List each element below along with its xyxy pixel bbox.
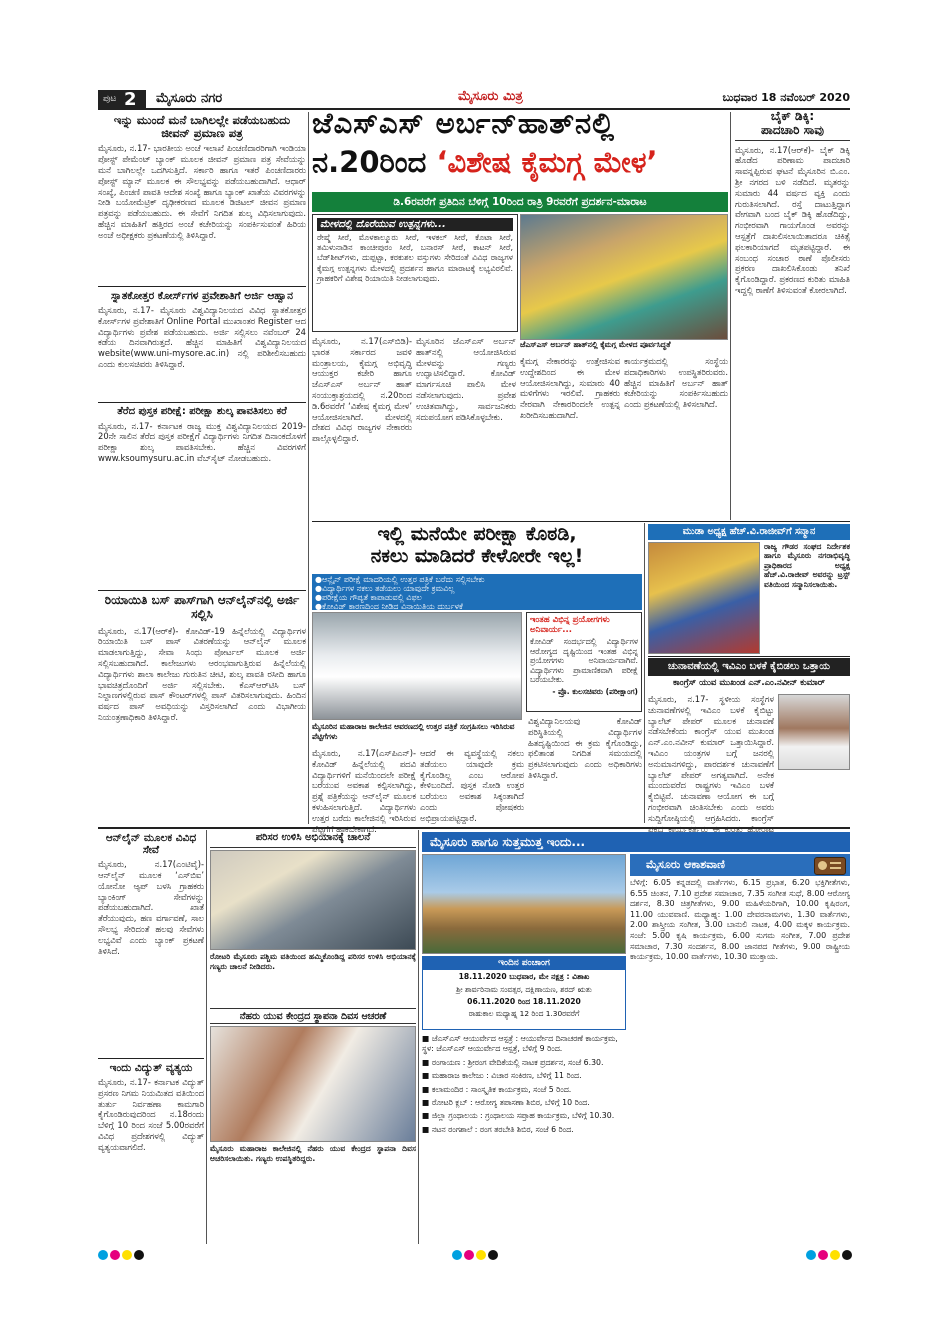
exam-photo (312, 612, 522, 720)
registration-mark (98, 1250, 108, 1260)
article-body: ಮೈಸೂರು, ನ.17- ಕರ್ನಾಟಕ ರಾಜ್ಯ ಮುಕ್ತ ವಿಶ್ವವಿದ್ಯಾನಿಲಯದ 2019-20ನೇ ಸಾಲಿನ ತೆರೆದ ಪುಸ್ತಕ ಪರೀಕ್ಷೆಗೆ ವಿದ್ಯಾರ್ಥಿಗಳು ನಿಗದಿತ ದಿನಾಂಕದೊಳಗೆ ಪರೀಕ್ಷಾ ಶುಲ್ಕ ಪಾವತಿಸಬೇಕು. ಹೆಚ್ಚಿನ ವಿವರಗಳಿಗೆ www.ksoumysuru.ac.in ವೆಬ್‌ಸೈಟ್ ನೋಡಬಹುದು. (98, 420, 306, 463)
masthead-logo: ಮೈಸೂರು ಮಿತ್ರ (458, 89, 523, 104)
lead-body-col4: ಕಾರ್ಯಕ್ರಮದಲ್ಲಿ ಸಂಸ್ಥೆಯ ಪದಾಧಿಕಾರಿಗಳು ಉಪಸ್ಥಿತರಿರುವರು. ಹೆಚ್ಚಿನ ಮಾಹಿತಿಗೆ ಅರ್ಬನ್ ಹಾತ್ ಕಚೇರಿಯನ್ನು ಸಂಪರ್ಕಿಸಬಹುದು ಎಂದು ಪ್ರಕಟಣೆಯಲ್ಲಿ ತಿಳಿಸಲಾಗಿದೆ. (624, 356, 728, 410)
headline-line1: ಬೈಕ್ ಡಿಕ್ಕಿ: (770, 109, 815, 123)
issue-date: ಬುಧವಾರ 18 ನವೆಂಬರ್ 2020 (722, 91, 850, 104)
page-badge (98, 90, 146, 108)
exam-quote-box (526, 612, 642, 712)
online-services-story (98, 832, 204, 1056)
lead-headline-quote: ‘ವಿಶೇಷ ಕೈಮಗ್ಗ ಮೇಳ’ (436, 145, 658, 179)
panchanga-line-2: ಶ್ರೀ ಶಾರ್ವರಿನಾಮ ಸಂವತ್ಸರ, ದಕ್ಷಿಣಾಯಣ, ಶರದ್ ಋತು (456, 985, 592, 994)
radio-schedule: ಬೆಳಿಗ್ಗೆ: 6.05 ಕನ್ನಡದಲ್ಲಿ ವಾರ್ತೆಗಳು, 6.15 ಪ್ರಭಾತ, 6.20 ಭಕ್ತಿಗೀತೆಗಳು, 6.55 ಚಿಂತನ, 7.10 ಪ್ರದೇಶ ಸಮಾಚಾರ, 7.35 ಸಂಗೀತ ಸುಧೆ, 8.00 ಆರೋಗ್ಯ ದರ್ಶನ, 8.30 ಚಿತ್ರಗೀತೆಗಳು, 9.00 ಮಹಿಳೆಯರಿಗಾಗಿ, 10.00 ಕೃಷಿರಂಗ, 11.00 ಯುವವಾಣಿ. ಮಧ್ಯಾಹ್ನ: 1.00 ದೇವರನಾಮಗಳು, 1.30 ವಾರ್ತೆಗಳು, 2.00 ಶಾಸ್ತ್ರೀಯ ಸಂಗೀತ, 3.00 ಬಾನುಲಿ ನಾಟಕ, 4.00 ಮಕ್ಕಳ ಕಾರ್ಯಕ್ರಮ. ಸಂಜೆ: 5.00 ಕೃಷಿ ಕಾರ್ಯಕ್ರಮ, 6.00 ಸುಗಮ ಸಂಗೀತ, 7.00 ಪ್ರದೇಶ ಸಮಾಚಾರ, 7.30 ಸಂದರ್ಶನ, 8.00 ಜಾನಪದ ಗೀತೆಗಳು, 9.00 ರಾಷ್ಟ್ರೀಯ ಕಾರ್ಯಕ್ರಮ, 10.00 ವಾರ್ತೆಗಳು, 10.30 ಮುಕ್ತಾಯ. (630, 878, 850, 962)
radio-icon (814, 857, 846, 875)
palace-photo (422, 854, 626, 954)
registration-mark (134, 1250, 144, 1260)
lead-banner-text: ಡಿ.6ರವರೆಗೆ ಪ್ರತಿದಿನ ಬೆಳಿಗ್ಗೆ 10ರಿಂದ ರಾತ್ರಿ 9ರವರೆಗೆ ಪ್ರದರ್ಶನ-ಮಾರಾಟ (393, 196, 647, 208)
article-body: ಮೈಸೂರು, ನ.17(ಎಂಟಿವೈ)- ಆನ್‌ಲೈನ್ ಮೂಲಕ ‘ಎಸ್‌ಬಿಐ’ ಯೋನೋ ಆ್ಯಪ್ ಬಳಸಿ ಗ್ರಾಹಕರು ಬ್ಯಾಂಕಿಂಗ್ ಸೇವೆಗಳನ್ನು ಪಡೆಯಬಹುದಾಗಿದೆ. ಖಾತೆ ತೆರೆಯುವುದು, ಹಣ ವರ್ಗಾವಣೆ, ಸಾಲ ಸೌಲಭ್ಯ ಸೇರಿದಂತೆ ಹಲವು ಸೇವೆಗಳು ಲಭ್ಯವಿವೆ ಎಂದು ಬ್ಯಾಂಕ್ ಪ್ರಕಟಣೆ ತಿಳಿಸಿದೆ. (98, 859, 204, 956)
event-item: ■ ಜೆಎಸ್‌ಎಸ್ ಆಯುರ್ವೇದ ಆಸ್ಪತ್ರೆ : ಆಯುರ್ವೇದ ದಿನಾಚರಣೆ ಕಾರ್ಯಕ್ರಮ, ಸ್ಥಳ: ಜೆಎಸ್‌ಎಸ್ ಆಯುರ್ವೇದ ಆಸ್ಪತ್ರೆ, ಬೆಳಿಗ್ಗೆ 9 ರಿಂದ. (422, 1034, 618, 1054)
event-item: ■ ಮಹಾರಾಜ ಕಾಲೇಜು : ವಿಚಾರ ಸಂಕಿರಣ, ಬೆಳಿಗ್ಗೆ 11 ರಿಂದ. (422, 1071, 582, 1081)
clean-drive-photo (210, 850, 416, 950)
quote-box-title: ಇಂತಹ ವಿಭಿನ್ನ ಪ್ರಯೋಗಗಳು ಅನಿವಾರ್ಯ... (530, 615, 610, 635)
article-body: ಮೈಸೂರು, ನ.17(ಆರ್‌ಕೆ)- ಬೈಕ್ ಡಿಕ್ಕಿ ಹೊಡೆದ ಪರಿಣಾಮ ಪಾದಚಾರಿ ಸಾವನ್ನಪ್ಪಿರುವ ಘಟನೆ ಮೈಸೂರಿನ ಬಿ.ಎಂ. ಶ್ರೀ ನಗರದ ಬಳಿ ನಡೆದಿದೆ. ಮೃತರನ್ನು ಸುಮಾರು 44 ವರ್ಷದ ವ್ಯಕ್ತಿ ಎಂದು ಗುರುತಿಸಲಾಗಿದೆ. ರಸ್ತೆ ದಾಟುತ್ತಿದ್ದಾಗ ವೇಗವಾಗಿ ಬಂದ ಬೈಕ್ ಡಿಕ್ಕಿ ಹೊಡೆದಿದ್ದು, ಗಂಭೀರವಾಗಿ ಗಾಯಗೊಂಡ ಅವರನ್ನು ಆಸ್ಪತ್ರೆಗೆ ದಾಖಲಿಸಲಾಯಿತಾದರೂ ಚಿಕಿತ್ಸೆ ಫಲಕಾರಿಯಾಗದೆ ಮೃತಪಟ್ಟಿದ್ದಾರೆ. ಈ ಸಂಬಂಧ ಸಂಚಾರ ಠಾಣೆ ಪೊಲೀಸರು ಪ್ರಕರಣ ದಾಖಲಿಸಿಕೊಂಡು ತನಿಖೆ ಕೈಗೊಂಡಿದ್ದಾರೆ. ಪ್ರಕರಣದ ಕುರಿತು ಮಾಹಿತಿ ಇದ್ದಲ್ಲಿ ಠಾಣೆಗೆ ತಿಳಿಸುವಂತೆ ಕೋರಲಾಗಿದೆ. (735, 144, 850, 295)
nehru-headline: ನೆಹರು ಯುವ ಕೇಂದ್ರದ ಸ್ಥಾಪನಾ ದಿವಸ ಆಚರಣೆ (210, 1008, 416, 1024)
lead-body-col2: ಮೈಸೂರಿನ ಜೆಎಸ್‌ಎಸ್ ಅರ್ಬನ್ ಹಾತ್‌ನಲ್ಲಿ ಆಯೋಜಿಸಿರುವ ಮೇಳವನ್ನು ಗಣ್ಯರು ಉದ್ಘಾಟಿಸಲಿದ್ದಾರೆ. ಕೋವಿಡ್ ಮಾರ್ಗಸೂಚಿ ಪಾಲಿಸಿ ಮೇಳ ನಡೆಸಲಾಗುವುದು. ಪ್ರವೇಶ ಉಚಿತವಾಗಿದ್ದು, ಸಾರ್ವಜನಿಕರು ಸದುಪಯೋಗ ಪಡಿಸಿಕೊಳ್ಳಬೇಕು. (416, 336, 516, 422)
exam-headline-line1: ಇಲ್ಲಿ ಮನೆಯೇ ಪರೀಕ್ಷಾ ಕೊಠಡಿ, (377, 523, 577, 545)
evm-body: ಮೈಸೂರು, ನ.17- ಸ್ಥಳೀಯ ಸಂಸ್ಥೆಗಳ ಚುನಾವಣೆಗಳಲ್ಲಿ ಇವಿಎಂ ಬಳಕೆ ಕೈಬಿಟ್ಟು ಬ್ಯಾಲೆಟ್ ಪೇಪರ್ ಮೂಲಕ ಚುನಾವಣೆ ನಡೆಸಬೇಕೆಂದು ಕಾಂಗ್ರೆಸ್ ಯುವ ಮುಖಂಡ ಎನ್.ಎಂ.ನವೀನ್ ಕುಮಾರ್ ಒತ್ತಾಯಿಸಿದ್ದಾರೆ. ಇವಿಎಂ ಯಂತ್ರಗಳ ಬಗ್ಗೆ ಜನರಲ್ಲಿ ಅನುಮಾನಗಳಿದ್ದು, ಪಾರದರ್ಶಕ ಚುನಾವಣೆಗೆ ಬ್ಯಾಲೆಟ್ ಪೇಪರ್ ಅಗತ್ಯವಾಗಿದೆ. ಅನೇಕ ಮುಂದುವರೆದ ರಾಷ್ಟ್ರಗಳು ಇವಿಎಂ ಬಳಕೆ ಕೈಬಿಟ್ಟಿವೆ. ಚುನಾವಣಾ ಆಯೋಗ ಈ ಬಗ್ಗೆ ಗಂಭೀರವಾಗಿ ಚಿಂತಿಸಬೇಕು ಎಂದು ಅವರು ಸುದ್ದಿಗೋಷ್ಠಿಯಲ್ಲಿ ಆಗ್ರಹಿಸಿದರು. ಕಾಂಗ್ರೆಸ್ (648, 694, 774, 823)
panchanga-line-4: ರಾಹುಕಾಲ ಮಧ್ಯಾಹ್ನ 12 ರಿಂದ 1.30ರವರೆಗೆ (468, 1009, 580, 1018)
article-body: ಮೈಸೂರು, ನ.17(ಆರ್‌ಕೆ)- ಕೋವಿಡ್-19 ಹಿನ್ನೆಲೆಯಲ್ಲಿ ವಿದ್ಯಾರ್ಥಿಗಳ ರಿಯಾಯಿತಿ ಬಸ್ ಪಾಸ್ ವಿತರಣೆಯನ್ನು ಆನ್‌ಲೈನ್ ಮೂಲಕ ಮಾಡಲಾಗುತ್ತಿದ್ದು, ಸೇವಾ ಸಿಂಧು ಪೋರ್ಟಲ್ ಮೂಲಕ ಅರ್ಜಿ ಸಲ್ಲಿಸಬಹುದಾಗಿದೆ. ಕಾಲೇಜುಗಳು ಆರಂಭವಾಗುತ್ತಿರುವ ಹಿನ್ನೆಲೆಯಲ್ಲಿ ವಿದ್ಯಾರ್ಥಿಗಳು ಶಾಲಾ ಕಾಲೇಜು ಗುರುತಿನ ಚೀಟಿ, ಶುಲ್ಕ ಪಾವತಿ ರಸೀದಿ ಹಾಗೂ ಭಾವಚಿತ್ರದೊಂದಿಗೆ ಅರ್ಜಿ ಸಲ್ಲಿಸಬೇಕು. ಕೆಎಸ್‌ಆರ್‌ಟಿಸಿ ಬಸ್ ನಿಲ್ದಾಣಗಳಲ್ಲಿರುವ ಪಾಸ್ ಕೌಂಟರ್‌ಗಳಲ್ಲಿ ಪಾಸ್ ವಿತರಿಸಲಾಗುವುದು. ಹಿಂದಿನ ವರ್ಷದ ಪಾಸ್ ಅವಧಿಯನ್ನು ವಿಸ್ತರಿಸಲಾಗಿದೆ ಎಂದು ವಿಭಾಗೀಯ ನಿಯಂತ್ರಣಾಧಿಕಾರಿ ತಿಳಿಸಿದ್ದಾರೆ. (98, 625, 306, 722)
headline: ಸ್ನಾತಕೋತ್ತರ ಕೋರ್ಸ್‌ಗಳ ಪ್ರವೇಶಾತಿಗೆ ಅರ್ಜಿ ಆಹ್ವಾನ (111, 290, 293, 302)
page-number: 2 (124, 89, 137, 110)
lead-headline-line2: ನ.20ರಿಂದ (312, 145, 437, 179)
bullet-1: ●ಆನ್ಲೈನ್ ಪರೀಕ್ಷೆ ಮಾದರಿಯಲ್ಲಿ ಉತ್ತರ ಪತ್ರಿಕೆ ಬರೆದು ಸಲ್ಲಿಸಬೇಕು (315, 575, 485, 584)
headline: ತೆರೆದ ಪುಸ್ತಕ ಪರೀಕ್ಷೆ: ಪರೀಕ್ಷಾ ಶುಲ್ಕ ಪಾವತಿಸಲು ಕರೆ (117, 406, 287, 417)
article-body: ಮೈಸೂರು, ನ.17- ಭಾರತೀಯ ಅಂಚೆ ಇಲಾಖೆ ಪಿಂಚಣಿದಾರರಿಗಾಗಿ ಇಂಡಿಯಾ ಪೋಸ್ಟ್ ಪೇಮೆಂಟ್ ಬ್ಯಾಂಕ್ ಮೂಲಕ ಜೀವನ್ ಪ್ರಮಾಣ ಪತ್ರ ಸೇವೆಯನ್ನು ಮನೆ ಬಾಗಿಲಲ್ಲೇ ಒದಗಿಸುತ್ತಿದೆ. ಸರ್ಕಾರಿ ಹಾಗೂ ಇತರೆ ಪಿಂಚಣಿದಾರರು ಪೋಸ್ಟ್ ಮ್ಯಾನ್ ಮೂಲಕ ಈ ಸೌಲಭ್ಯವನ್ನು ಪಡೆಯಬಹುದಾಗಿದೆ. ಆಧಾರ್ ಸಂಖ್ಯೆ, ಪಿಂಚಣಿ ಪಾವತಿ ಆದೇಶ ಸಂಖ್ಯೆ ಹಾಗೂ ಬ್ಯಾಂಕ್ ಖಾತೆಯ ವಿವರಗಳನ್ನು ನೀಡಿ ಬಯೋಮೆಟ್ರಿಕ್ ದೃಢೀಕರಣದ ಮೂಲಕ ಡಿಜಿಟಲ್ ಜೀವನ ಪ್ರಮಾಣ ಪತ್ರವನ್ನು ಪಡೆಯಬಹುದು. ಈ ಸೇವೆಗೆ ನಿಗದಿತ ಶುಲ್ಕ ವಿಧಿಸಲಾಗುವುದು. ಹೆಚ್ಚಿನ ಮಾಹಿತಿಗೆ ಹತ್ತಿರದ ಅಂಚೆ ಕಚೇರಿಯನ್ನು ಸಂಪರ್ಕಿಸುವಂತೆ ಹಿರಿಯ ಅಂಚೆ ಅಧೀಕ್ಷಕರು ಪ್ರಕಟಣೆಯಲ್ಲಿ ತಿಳಿಸಿದ್ದಾರೆ. (98, 143, 306, 240)
registration-mark (464, 1250, 474, 1260)
panchanga-title: ಇಂದಿನ ಪಂಚಾಂಗ (423, 957, 625, 970)
clean-drive-headline: ಪರಿಸರ ಉಳಿಸಿ ಅಭಿಯಾನಕ್ಕೆ ಚಾಲನೆ (210, 832, 416, 848)
col1-story-1 (98, 114, 306, 284)
registration-mark (806, 1250, 816, 1260)
exam-headline-line2: ನಕಲು ಮಾಡಿದರೆ ಕೇಳೋರೇ ಇಲ್ಲ! (370, 544, 584, 567)
headline: ರಿಯಾಯಿತಿ ಬಸ್ ಪಾಸ್‌ಗಾಗಿ ಆನ್‌ಲೈನ್‌ನಲ್ಲಿ ಅರ್ಜಿ ಸಲ್ಲಿಸಿ (104, 593, 300, 621)
exam-body-a: ಮೈಸೂರು, ನ.17(ಎಸ್‌ಪಿಎನ್)- ಕೋವಿಡ್ ಹಿನ್ನೆಲೆಯಲ್ಲಿ ಪದವಿ ವಿದ್ಯಾರ್ಥಿಗಳಿಗೆ ಮನೆಯಿಂದಲೇ ಪರೀಕ್ಷೆ ಬರೆಯುವ ಅವಕಾಶ ಕಲ್ಪಿಸಲಾಗಿದ್ದು, ಪ್ರಶ್ನೆ ಪತ್ರಿಕೆಯನ್ನು ಆನ್‌ಲೈನ್ ಮೂಲಕ ಕಳುಹಿಸಲಾಗುತ್ತಿದೆ. ವಿದ್ಯಾರ್ಥಿಗಳು ಉತ್ತರ ಬರೆದು ಕಾಲೇಜಿನಲ್ಲಿ ಇರಿಸಿರುವ (312, 748, 416, 823)
col1-story-2 (98, 290, 306, 400)
exam-bullets (312, 574, 642, 610)
registration-mark (830, 1250, 840, 1260)
evm-headline: ಚುನಾವಣೆಯಲ್ಲಿ ಇವಿಎಂ ಬಳಕೆ ಕೈಬಿಡಲು ಒತ್ತಾಯ (648, 658, 850, 676)
event-item: ■ ರಂಗಾಯಣ : ಶ್ರೀರಂಗ ವೇದಿಕೆಯಲ್ಲಿ ನಾಟಕ ಪ್ರದರ್ಶನ, ಸಂಜೆ 6.30. (422, 1057, 604, 1067)
handloom-photo (520, 214, 728, 340)
registration-mark (842, 1250, 852, 1260)
quote-box-body: ಕೋವಿಡ್ ಸಂದರ್ಭದಲ್ಲಿ ವಿದ್ಯಾರ್ಥಿಗಳ ಆರೋಗ್ಯದ ದೃಷ್ಟಿಯಿಂದ ಇಂತಹ ವಿಭಿನ್ನ ಪ್ರಯೋಗಗಳು ಅನಿವಾರ್ಯವಾಗಿವೆ. ವಿದ್ಯಾರ್ಥಿಗಳು ಪ್ರಾಮಾಣಿಕವಾಗಿ ಪರೀಕ್ಷೆ ಬರೆಯಬೇಕು. (530, 637, 638, 685)
evm-portrait (778, 694, 850, 770)
handloom-photo-caption: ಜೆಎಸ್‌ಎಸ್ ಅರ್ಬನ್ ಹಾತ್‌ನಲ್ಲಿ ಕೈಮಗ್ಗ ಮೇಳದ ಪೂರ್ವಸಿದ್ಧತೆ (520, 340, 671, 349)
power-cut-story (98, 1062, 204, 1244)
info-box-title: ಮೇಳದಲ್ಲಿ ದೊರೆಯುವ ಉತ್ಪನ್ನಗಳು... (317, 218, 513, 231)
section-title: ಮೈಸೂರು ನಗರ (156, 91, 223, 106)
panchanga-line-1: 18.11.2020 ಬುಧವಾರ, ಮೇ ನಕ್ಷತ್ರ : ವಿಶಾಖ (458, 972, 590, 981)
lead-headline-line1: ಜೆಎಸ್ಎಸ್ ಅರ್ಬನ್‌ಹಾತ್‌ನಲ್ಲಿ (312, 106, 616, 140)
exam-headline (312, 524, 642, 572)
nehru-caption: ಮೈಸೂರು ಮಹಾರಾಜ ಕಾಲೇಜಿನಲ್ಲಿ ನೆಹರು ಯುವ ಕೇಂದ್ರದ ಸ್ಥಾಪನಾ ದಿವಸ ಆಚರಿಸಲಾಯಿತು. ಗಣ್ಯರು ಉಪಸ್ಥಿತರಿದ್ದರು. (210, 1144, 416, 1163)
registration-mark (476, 1250, 486, 1260)
lead-banner (312, 192, 728, 212)
lead-headline (312, 104, 728, 190)
events-list (422, 1034, 626, 1244)
muda-caption: ರಾಜ್ಯ ಗೌಡರ ಸಂಘದ ನಿರ್ದೇಶಕ ಹಾಗೂ ಮೈಸೂರು ನಗರಾಭಿವೃದ್ಧಿ ಪ್ರಾಧಿಕಾರದ ಅಧ್ಯಕ್ಷ ಹೆಚ್.ವಿ.ರಾಜೀವ್ ಅವರನ್ನು ಟ್ರಸ್ಟ್ ವತಿಯಿಂದ ಸನ್ಮಾನಿಸಲಾಯಿತು. (764, 542, 850, 589)
headline: ಇಂದು ವಿದ್ಯುತ್ ವ್ಯತ್ಯಯ (109, 1062, 193, 1074)
bullet-4: ●ಕೋವಿಡ್ ಕಾರಣದಿಂದ ನೀಡಿದ ವಿನಾಯಿತಿಯ ದುರ್ಬಳಕೆ (315, 602, 463, 611)
bullet-2: ●ವಿದ್ಯಾರ್ಥಿಗಳ ನಕಲು ತಡೆಯಲು ಯಾವುದೇ ಕ್ರಮವಿಲ್ಲ (315, 584, 455, 593)
event-item: ■ ಕಲಾಮಂದಿರ : ಸಾಂಸ್ಕೃತಿಕ ಕಾರ್ಯಕ್ರಮ, ಸಂಜೆ 5 ರಿಂದ. (422, 1084, 572, 1094)
lead-body-col1: ಮೈಸೂರು, ನ.17(ಎಸ್‌ಬಿಡಿ)- ಭಾರತ ಸರ್ಕಾರದ ಜವಳಿ ಮಂತ್ರಾಲಯ, ಕೈಮಗ್ಗ ಅಭಿವೃದ್ಧಿ ಆಯುಕ್ತರ ಕಚೇರಿ ಹಾಗೂ ಜೆಎಸ್‌ಎಸ್ ಅರ್ಬನ್ ಹಾತ್ ಸಂಯುಕ್ತಾಶ್ರಯದಲ್ಲಿ ನ.20ರಿಂದ ಡಿ.6ರವರೆಗೆ ‘ವಿಶೇಷ ಕೈಮಗ್ಗ ಮೇಳ’ ಆಯೋಜಿಸಲಾಗಿದೆ. ಮೇಳದಲ್ಲಿ ದೇಶದ ವಿವಿಧ ರಾಜ್ಯಗಳ ನೇಕಾರರು ಪಾಲ್ಗೊಳ್ಳಲಿದ್ದಾರೆ. (312, 336, 412, 444)
headline-line2: ಪಾದಚಾರಿ ಸಾವು (735, 124, 850, 141)
col1-story-4 (98, 594, 306, 824)
lead-info-box (312, 214, 518, 332)
headline: ಇನ್ನು ಮುಂದೆ ಮನೆ ಬಾಗಿಲಲ್ಲೇ ಪಡೆಯಬಹುದು ಜೀವನ್ ಪ್ರಮಾಣ ಪತ್ರ (113, 113, 291, 141)
bullet-3: ●ಪರೀಕ್ಷೆಯ ಗೌಪ್ಯತೆ ಕಾಪಾಡುವಲ್ಲಿ ವಿಫಲ (315, 593, 422, 602)
nehru-photo (210, 1026, 416, 1142)
col1-story-3 (98, 406, 306, 588)
info-box-body: ರೇಷ್ಮೆ ಸೀರೆ, ಮೊಳಕಾಲ್ಮೂರು ಸೀರೆ, ಇಳಕಲ್ ಸೀರೆ, ಕೊಟಾ ಸೀರೆ, ತಮಿಳುನಾಡಿನ ಕಾಂಚೀಪುರಂ ಸೀರೆ, ಬನಾರಸ್ ಸೀರೆ, ಕಾಟನ್ ಸೀರೆ, ಬೆಡ್‌ಶೀಟ್‌ಗಳು, ದುಪ್ಪಟ್ಟಾ, ಕರಕುಶಲ ವಸ್ತುಗಳು ಸೇರಿದಂತೆ ವಿವಿಧ ರಾಜ್ಯಗಳ ಕೈಮಗ್ಗ ಉತ್ಪನ್ನಗಳು ಮೇಳದಲ್ಲಿ ಪ್ರದರ್ಶನ ಹಾಗೂ ಮಾರಾಟಕ್ಕೆ ಲಭ್ಯವಿರಲಿವೆ. ಗ್ರಾಹಕರಿಗೆ ವಿಶೇಷ ರಿಯಾಯಿತಿ ನೀಡಲಾಗುವುದು. (317, 233, 513, 283)
article-body: ಮೈಸೂರು, ನ.17- ಕರ್ನಾಟಕ ವಿದ್ಯುತ್ ಪ್ರಸರಣ ನಿಗಮ ನಿಯಮಿತದ ವತಿಯಿಂದ ತುರ್ತು ನಿರ್ವಹಣಾ ಕಾಮಗಾರಿ ಕೈಗೊಂಡಿರುವುದರಿಂದ ನ.18ರಂದು ಬೆಳಿಗ್ಗೆ 10 ರಿಂದ ಸಂಜೆ 5.00ರವರೆಗೆ ವಿವಿಧ ಪ್ರದೇಶಗಳಲ್ಲಿ ವಿದ್ಯುತ್ ವ್ಯತ್ಯಯವಾಗಲಿದೆ. (98, 1077, 204, 1152)
headline: ಆನ್‌ಲೈನ್ ಮೂಲಕ ವಿವಿಧ ಸೇವೆ (105, 832, 197, 857)
event-item: ■ ನಟನ ರಂಗಶಾಲೆ : ರಂಗ ತರಬೇತಿ ಶಿಬಿರ, ಸಂಜೆ 6 ರಿಂದ. (422, 1124, 574, 1134)
exam-photo-caption: ಮೈಸೂರಿನ ಮಹಾರಾಜ ಕಾಲೇಜಿನ ಆವರಣದಲ್ಲಿ ಉತ್ತರ ಪತ್ರಿಕೆ ಸಂಗ್ರಹಿಸಲು ಇರಿಸಿರುವ ಪೆಟ್ಟಿಗೆಗಳು (312, 722, 515, 741)
registration-mark (110, 1250, 120, 1260)
registration-mark (488, 1250, 498, 1260)
today-banner: ಮೈಸೂರು ಹಾಗೂ ಸುತ್ತಮುತ್ತ ಇಂದು... (422, 832, 850, 852)
page-label: ಪುಟ (103, 94, 117, 104)
evm-subhead: ಕಾಂಗ್ರೆಸ್ ಯುವ ಮುಖಂಡ ಎನ್.ಎಂ.ನವೀನ್ ಕುಮಾರ್ (672, 678, 826, 688)
exam-body-c: ವಿಶ್ವವಿದ್ಯಾನಿಲಯವು ಕೋವಿಡ್ ಪರಿಸ್ಥಿತಿಯಲ್ಲಿ ವಿದ್ಯಾರ್ಥಿಗಳ ಹಿತದೃಷ್ಟಿಯಿಂದ ಈ ಕ್ರಮ ಕೈಗೊಂಡಿದ್ದು, ಫಲಿತಾಂಶ ನಿಗದಿತ ಸಮಯದಲ್ಲಿ ಪ್ರಕಟಿಸಲಾಗುವುದು ಎಂದು ಅಧಿಕಾರಿಗಳು ತಿಳಿಸಿದ್ದಾರೆ. (528, 716, 642, 780)
panchanga-box (422, 956, 626, 1030)
registration-mark (818, 1250, 828, 1260)
event-item: ■ ರೋಟರಿ ಕ್ಲಬ್ : ಆರೋಗ್ಯ ತಪಾಸಣಾ ಶಿಬಿರ, ಬೆಳಿಗ್ಗೆ 10 ರಿಂದ. (422, 1098, 590, 1108)
article-body: ಮೈಸೂರು, ನ.17- ಮೈಸೂರು ವಿಶ್ವವಿದ್ಯಾನಿಲಯದ ವಿವಿಧ ಸ್ನಾತಕೋತ್ತರ ಕೋರ್ಸ್‌ಗಳ ಪ್ರವೇಶಾತಿಗೆ Online Portal ಮುಖಾಂತರ Register ಆದ ವಿದ್ಯಾರ್ಥಿಗಳು ಪ್ರವೇಶ ಪಡೆಯಬಹುದು. ಅರ್ಜಿ ಸಲ್ಲಿಸಲು ನವೆಂಬರ್ 24 ಕಡೆಯ ದಿನವಾಗಿರುತ್ತದೆ. ಹೆಚ್ಚಿನ ಮಾಹಿತಿಗೆ ವಿಶ್ವವಿದ್ಯಾನಿಲಯದ website(www.uni-mysore.ac.in) ನಲ್ಲಿ ಪರಿಶೀಲಿಸಬಹುದು ಎಂದು ಕುಲಸಚಿವರು ತಿಳಿಸಿದ್ದಾರೆ. (98, 305, 306, 370)
panchanga-line-3: 06.11.2020 ರಿಂದ 18.11.2020 (467, 997, 581, 1006)
muda-headline: ಮುಡಾ ಅಧ್ಯಕ್ಷ ಹೆಚ್.ವಿ.ರಾಜೀವ್‌ಗೆ ಸನ್ಮಾನ (648, 524, 850, 540)
quote-box-sign: - ಪ್ರೊ. ಕುಲಸಚಿವರು (ಪರೀಕ್ಷಾಂಗ) (552, 686, 638, 696)
radio-banner: ಮೈಸೂರು ಆಕಾಶವಾಣಿ (630, 854, 850, 876)
event-item: ■ ಜಿಲ್ಲಾ ಗ್ರಂಥಾಲಯ : ಗ್ರಂಥಾಲಯ ಸಪ್ತಾಹ ಕಾರ್ಯಕ್ರಮ, ಬೆಳಿಗ್ಗೆ 10.30. (422, 1111, 615, 1121)
registration-mark (122, 1250, 132, 1260)
clean-drive-caption: ರೋಟರಿ ಮೈಸೂರು ಪಶ್ಚಿಮ ವತಿಯಿಂದ ಹಮ್ಮಿಕೊಂಡಿದ್ದ ಪರಿಸರ ಉಳಿಸಿ ಅಭಿಯಾನಕ್ಕೆ ಗಣ್ಯರು ಚಾಲನೆ ನೀಡಿದರು. (210, 952, 416, 971)
col6-story-1 (735, 110, 850, 520)
muda-photo (648, 542, 760, 654)
lead-body-col3: ಕೈಮಗ್ಗ ನೇಕಾರರನ್ನು ಉತ್ತೇಜಿಸುವ ಉದ್ದೇಶದಿಂದ ಈ ಮೇಳ ಆಯೋಜಿಸಲಾಗಿದ್ದು, ಸುಮಾರು 40 ಮಳಿಗೆಗಳು ಇರಲಿವೆ. ಗ್ರಾಹಕರು ನೇರವಾಗಿ ನೇಕಾರರಿಂದಲೇ ಉತ್ಪನ್ನ ಖರೀದಿಸಬಹುದಾಗಿದೆ. (520, 356, 620, 420)
registration-mark (452, 1250, 462, 1260)
exam-body-b: ಆದರೆ ಈ ವ್ಯವಸ್ಥೆಯಲ್ಲಿ ನಕಲು ತಡೆಯಲು ಯಾವುದೇ ಕ್ರಮ ಕೈಗೊಂಡಿಲ್ಲ ಎಂಬ ಆರೋಪ ಕೇಳಿಬಂದಿದೆ. ಪುಸ್ತಕ ನೋಡಿ ಉತ್ತರ ಬರೆಯಲು ಅವಕಾಶ ಸಿಕ್ಕಂತಾಗಿದೆ ಎಂದು ಪೋಷಕರು ಅಭಿಪ್ರಾಯಪಟ್ಟಿದ್ದಾರೆ. (420, 748, 524, 823)
